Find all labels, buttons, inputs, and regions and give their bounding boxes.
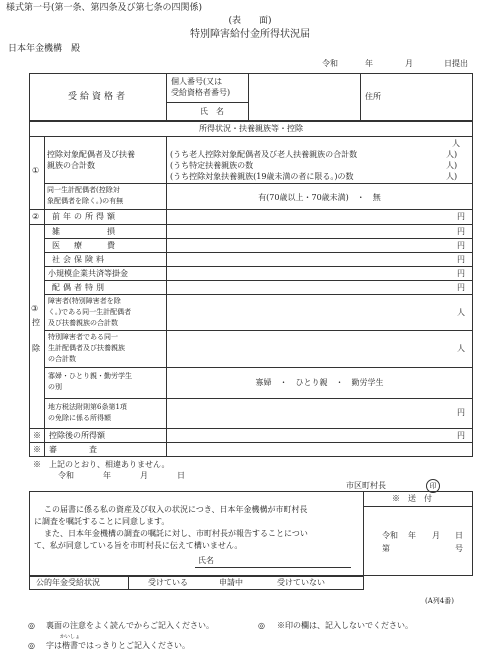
send-date-era: 令和 bbox=[382, 531, 398, 540]
cert-date-year: 年 bbox=[103, 471, 111, 480]
certification-text: ※ 上記のとおり、相違ありません。 bbox=[33, 460, 170, 469]
submit-date-era: 令和 bbox=[322, 59, 338, 68]
note-3-mark: ◎ bbox=[28, 641, 35, 650]
pension-label: 公的年金受給状況 bbox=[36, 578, 100, 587]
deduction-2-label: 医 療 費 bbox=[52, 241, 118, 250]
addressee: 日本年金機構 殿 bbox=[8, 44, 81, 54]
row-1-label-1: 控除対象配偶者及び扶養 bbox=[47, 150, 135, 159]
widow-label-2: の別 bbox=[48, 383, 62, 391]
consent-p2-line1: また、日本年金機構の調査の嘱託に対し、市町村長が報告することについ bbox=[44, 529, 308, 538]
note-3-text: 字は楷書ではっきりとご記入ください。 bbox=[46, 641, 190, 650]
consent-p1-line1: この届書に係る私の資産及び収入の状況につき、日本年金機構が市町村長 bbox=[44, 505, 308, 514]
after-deduction-unit: 円 bbox=[457, 431, 465, 440]
special-unit: 人 bbox=[457, 344, 465, 353]
pension-option-receiving[interactable]: 受けている bbox=[148, 578, 188, 587]
deduction-5-label: 配偶者特別 bbox=[52, 283, 107, 292]
income-section-title: 所得状況・扶養親族等・控除 bbox=[199, 124, 303, 133]
deduction-1-unit: 円 bbox=[457, 227, 465, 236]
cert-date-era: 令和 bbox=[58, 471, 74, 480]
disabled-label-2: く。)である同一生計配偶者 bbox=[48, 308, 132, 316]
special-label-2: 生計配偶者及び扶養親族 bbox=[48, 344, 125, 352]
send-date-day: 日 bbox=[455, 531, 463, 540]
row-1-item-3: (うち控除対象扶養親族(19歳未満の者に限る。)の数 bbox=[170, 172, 354, 181]
disabled-label-1: 障害者(特別障害者を除 bbox=[48, 297, 121, 305]
special-label-3: の合計数 bbox=[48, 355, 76, 363]
deduction-char-2: 除 bbox=[32, 344, 40, 353]
side-label: (表 面) bbox=[228, 16, 272, 26]
submit-date-month: 月 bbox=[405, 59, 413, 68]
send-number-suffix: 号 bbox=[455, 544, 463, 553]
submit-date-day: 日提出 bbox=[444, 59, 468, 68]
personal-number-field[interactable] bbox=[249, 74, 359, 102]
consent-p2-line2: て、私が同意している旨を市町村長に伝えて構いません。 bbox=[34, 541, 243, 550]
widow-options[interactable]: 寡婦 ・ ひとり親 ・ 勤労学生 bbox=[255, 378, 384, 387]
deduction-3-unit: 円 bbox=[457, 255, 465, 264]
consent-name-field[interactable] bbox=[216, 553, 350, 567]
id-label-1: 個人番号(又は bbox=[171, 77, 223, 86]
local-tax-label-2: の免除に係る所得額 bbox=[48, 414, 111, 422]
row-1-item-1: (うち老人控除対象配偶者及び老人扶養親族の合計数 bbox=[170, 150, 358, 159]
consent-p1-line2: に調査を嘱託することに同意します。 bbox=[34, 517, 170, 526]
address-label: 住所 bbox=[365, 92, 381, 101]
note-1-text: 裏面の注意をよく読んでからご記入ください。 bbox=[46, 621, 214, 630]
deduction-4-label: 小規模企業共済等掛金 bbox=[48, 269, 128, 278]
spouse-label-1: 同一生計配偶者(控除対 bbox=[47, 186, 120, 194]
note-2-text: ※印の欄は、記入しないでください。 bbox=[277, 621, 413, 630]
row-2-label: 前年の所得額 bbox=[52, 212, 118, 221]
special-label-1: 特別障害者である同一 bbox=[48, 333, 118, 341]
row-1-item-2-unit: 人) bbox=[446, 161, 458, 170]
row-1-item-3-unit: 人) bbox=[446, 172, 458, 181]
local-tax-unit: 円 bbox=[457, 408, 465, 417]
row-1-number: ① bbox=[32, 166, 40, 175]
send-number-label: 第 bbox=[382, 544, 390, 553]
deduction-2-unit: 円 bbox=[457, 241, 465, 250]
consent-name-label: 氏名 bbox=[198, 556, 214, 565]
spouse-options[interactable]: 有(70歳以上・70歳未満) ・ 無 bbox=[258, 193, 381, 202]
submit-date-year: 年 bbox=[365, 59, 373, 68]
name-field[interactable] bbox=[249, 103, 359, 120]
deduction-5-unit: 円 bbox=[457, 283, 465, 292]
disabled-label-3: 及び扶養親族の合計数 bbox=[48, 319, 118, 327]
row-2-number: ② bbox=[32, 212, 40, 221]
pension-option-applying[interactable]: 申請中 bbox=[219, 578, 243, 587]
disabled-unit: 人 bbox=[457, 308, 465, 317]
deduction-4-unit: 円 bbox=[457, 269, 465, 278]
review-label: ※ 審 査 bbox=[33, 445, 97, 454]
recipient-label: 受給資格者 bbox=[67, 92, 128, 102]
row-2-unit: 円 bbox=[457, 212, 465, 221]
after-deduction-label: ※ 控除後の所得額 bbox=[33, 431, 105, 440]
cert-date-month: 月 bbox=[140, 471, 148, 480]
name-label: 氏 名 bbox=[200, 107, 224, 116]
row-1-item-1-unit: 人) bbox=[446, 150, 458, 159]
deduction-3-label: 社会保険料 bbox=[52, 255, 107, 264]
pension-option-not-receiving[interactable]: 受けていない bbox=[277, 578, 325, 587]
paper-size: (A列4番) bbox=[425, 597, 454, 605]
local-tax-label-1: 地方税法附則第6条第1項 bbox=[48, 403, 127, 411]
page-title: 特別障害給付金所得状況届 bbox=[190, 29, 310, 40]
note-3-ruby: かいしょ bbox=[60, 634, 81, 640]
address-field[interactable] bbox=[395, 74, 472, 120]
seal-mark: 印 bbox=[426, 479, 440, 493]
form-number: 様式第一号(第一条、第四条及び第七条の四関係) bbox=[6, 3, 203, 13]
row-1-item-2: (うち特定扶養親族の数 bbox=[170, 161, 254, 170]
row-1-label-2: 親族の合計数 bbox=[47, 161, 95, 170]
note-1-mark: ◎ bbox=[28, 621, 35, 630]
widow-label-1: 寡婦・ひとり親・勤労学生 bbox=[48, 372, 132, 380]
deduction-char-1: 控 bbox=[32, 318, 40, 327]
row-1-unit-total: 人 bbox=[452, 139, 460, 148]
note-2-mark: ◎ bbox=[258, 621, 265, 630]
id-label-2: 受給資格者番号) bbox=[171, 88, 231, 97]
spouse-label-2: 象配偶者を除く。)の有無 bbox=[47, 197, 124, 205]
mayor-label: 市区町村長 bbox=[346, 481, 386, 490]
send-date-year: 年 bbox=[408, 531, 416, 540]
deduction-1-label: 雑 損 bbox=[52, 227, 118, 236]
row-3-number: ③ bbox=[31, 304, 39, 313]
cert-date-day: 日 bbox=[177, 471, 185, 480]
send-label: ※ 送 付 bbox=[392, 494, 432, 503]
send-date-month: 月 bbox=[432, 531, 440, 540]
